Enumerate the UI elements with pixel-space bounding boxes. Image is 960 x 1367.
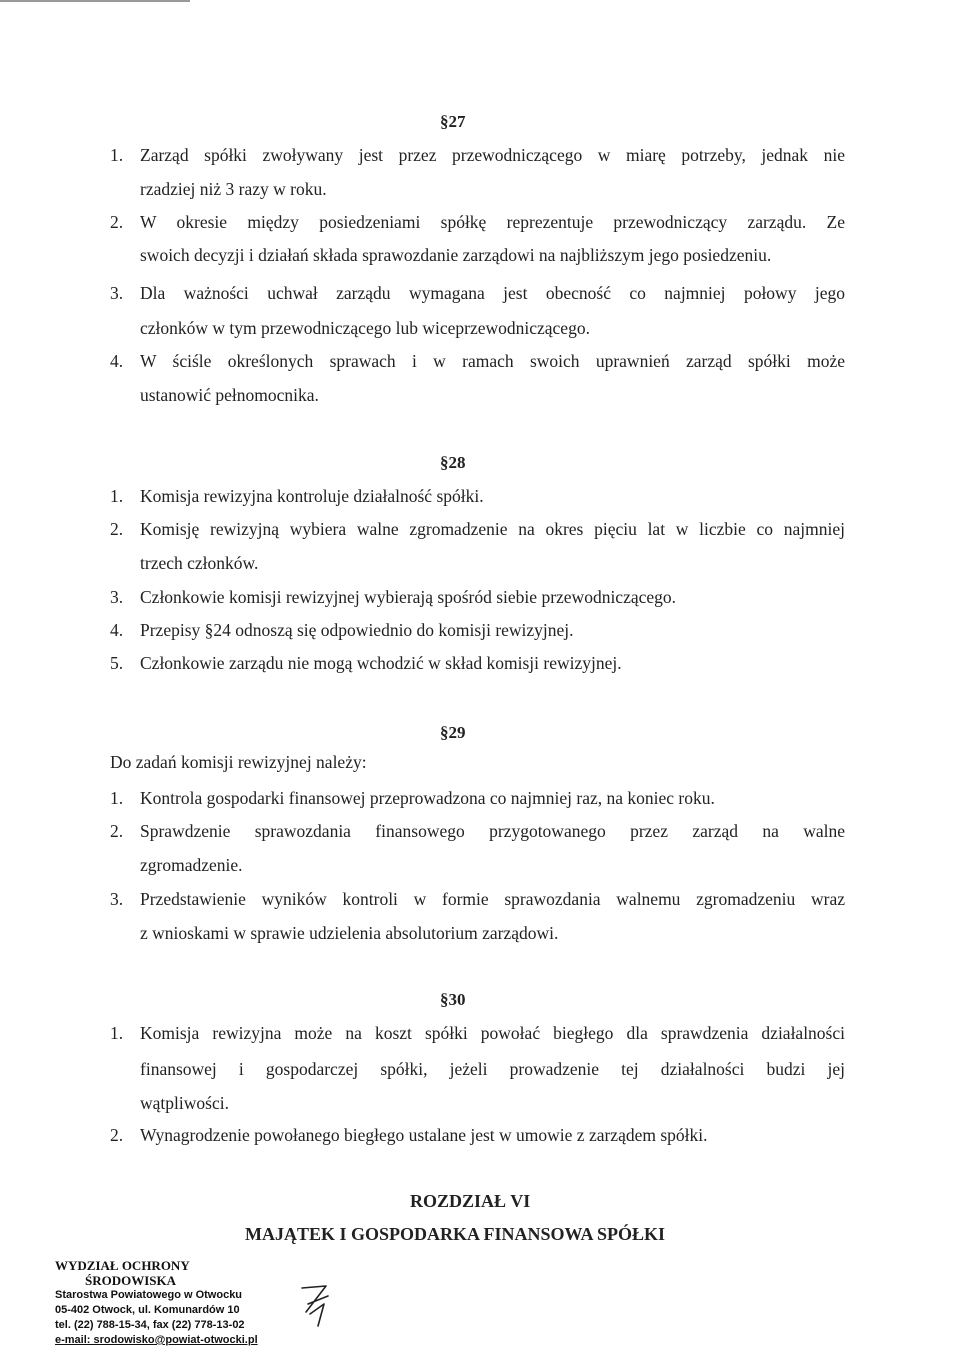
stamp-line-4: 05-402 Otwock, ul. Komunardów 10 [55, 1304, 240, 1316]
item-number: 2. [110, 212, 124, 232]
signature-scribble [298, 1282, 332, 1328]
item-number: 2. [110, 519, 124, 539]
stamp-line-1: WYDZIAŁ OCHRONY [55, 1258, 190, 1273]
item-number: 4. [110, 351, 124, 371]
item-text: Zarząd spółki zwoływany jest przez przewodniczącego w miarę potrzeby, jednak nie [140, 145, 845, 165]
item-text: W okresie między posiedzeniami spółkę reprezentuje przewodniczący zarządu. Ze [140, 212, 845, 232]
item-text: Przepisy §24 odnoszą się odpowiednio do komisji rewizyjnej. [140, 620, 574, 640]
stamp-line-5: tel. (22) 788-15-34, fax (22) 778-13-02 [55, 1319, 245, 1331]
item-text: Komisja rewizyjna może na koszt spółki powołać biegłego dla sprawdzenia działalności [140, 1023, 845, 1043]
item-text: W ściśle określonych sprawach i w ramach swoich uprawnień zarząd spółki może [140, 351, 845, 371]
stamp-line-3: Starostwa Powiatowego w Otwocku [55, 1289, 243, 1301]
item-number: 3. [110, 889, 124, 909]
item-number: 1. [110, 788, 124, 808]
item-text-cont: z wnioskami w sprawie udzielenia absolutorium zarządowi. [140, 923, 559, 943]
office-stamp [55, 1258, 295, 1348]
item-text-cont: członków w tym przewodniczącego lub wiceprzewodniczącego. [140, 318, 590, 338]
item-text-cont: rzadziej niż 3 razy w roku. [140, 179, 327, 199]
item-text-cont: zgromadzenie. [140, 855, 243, 875]
item-number: 2. [110, 821, 124, 841]
section-30-heading: §30 [440, 990, 466, 1009]
item-text: Członkowie zarządu nie mogą wchodzić w skład komisji rewizyjnej. [140, 653, 622, 673]
item-text: Kontrola gospodarki finansowej przeprowadzona co najmniej raz, na koniec roku. [140, 788, 715, 808]
section-27-heading: §27 [440, 112, 466, 131]
item-text: Przedstawienie wyników kontroli w formie sprawozdania walnemu zgromadzeniu wraz [140, 889, 845, 909]
item-number: 5. [110, 653, 124, 673]
item-text: Członkowie komisji rewizyjnej wybierają spośród siebie przewodniczącego. [140, 587, 677, 607]
item-number: 3. [110, 283, 124, 303]
stamp-line-6: e-mail: srodowisko@powiat-otwocki.pl [55, 1334, 258, 1346]
item-text: Dla ważności uchwał zarządu wymagana jest obecność co najmniej połowy jego [140, 283, 845, 303]
item-number: 4. [110, 620, 124, 640]
item-text: Komisję rewizyjną wybiera walne zgromadzenie na okres pięciu lat w liczbie co najmniej [140, 519, 845, 539]
item-text: Wynagrodzenie powołanego biegłego ustalane jest w umowie z zarządem spółki. [140, 1125, 708, 1145]
item-text-cont: wątpliwości. [140, 1093, 229, 1113]
item-number: 1. [110, 1023, 124, 1043]
item-text-cont: swoich decyzji i działań składa sprawozdanie zarządowi na najbliższym jego posiedzeniu. [140, 245, 772, 265]
item-number: 1. [110, 486, 124, 506]
item-text-cont: ustanowić pełnomocnika. [140, 385, 319, 405]
item-text: Sprawdzenie sprawozdania finansowego przygotowanego przez zarząd na walne [140, 821, 845, 841]
chapter-number: ROZDZIAŁ VI [410, 1191, 531, 1211]
item-text-cont: trzech członków. [140, 553, 259, 573]
section-29-intro: Do zadań komisji rewizyjnej należy: [110, 752, 367, 772]
stamp-line-2: ŚRODOWISKA [85, 1273, 177, 1288]
section-28-heading: §28 [440, 453, 466, 472]
chapter-title: MAJĄTEK I GOSPODARKA FINANSOWA SPÓŁKI [245, 1224, 666, 1244]
item-number: 3. [110, 587, 124, 607]
item-text: Komisja rewizyjna kontroluje działalność spółki. [140, 486, 484, 506]
top-border-line [0, 0, 190, 2]
section-29-heading: §29 [440, 723, 466, 742]
item-number: 1. [110, 145, 124, 165]
item-text-cont: finansowej i gospodarczej spółki, jeżeli prowadzenie tej działalności budzi jej [140, 1059, 845, 1079]
item-number: 2. [110, 1125, 124, 1145]
